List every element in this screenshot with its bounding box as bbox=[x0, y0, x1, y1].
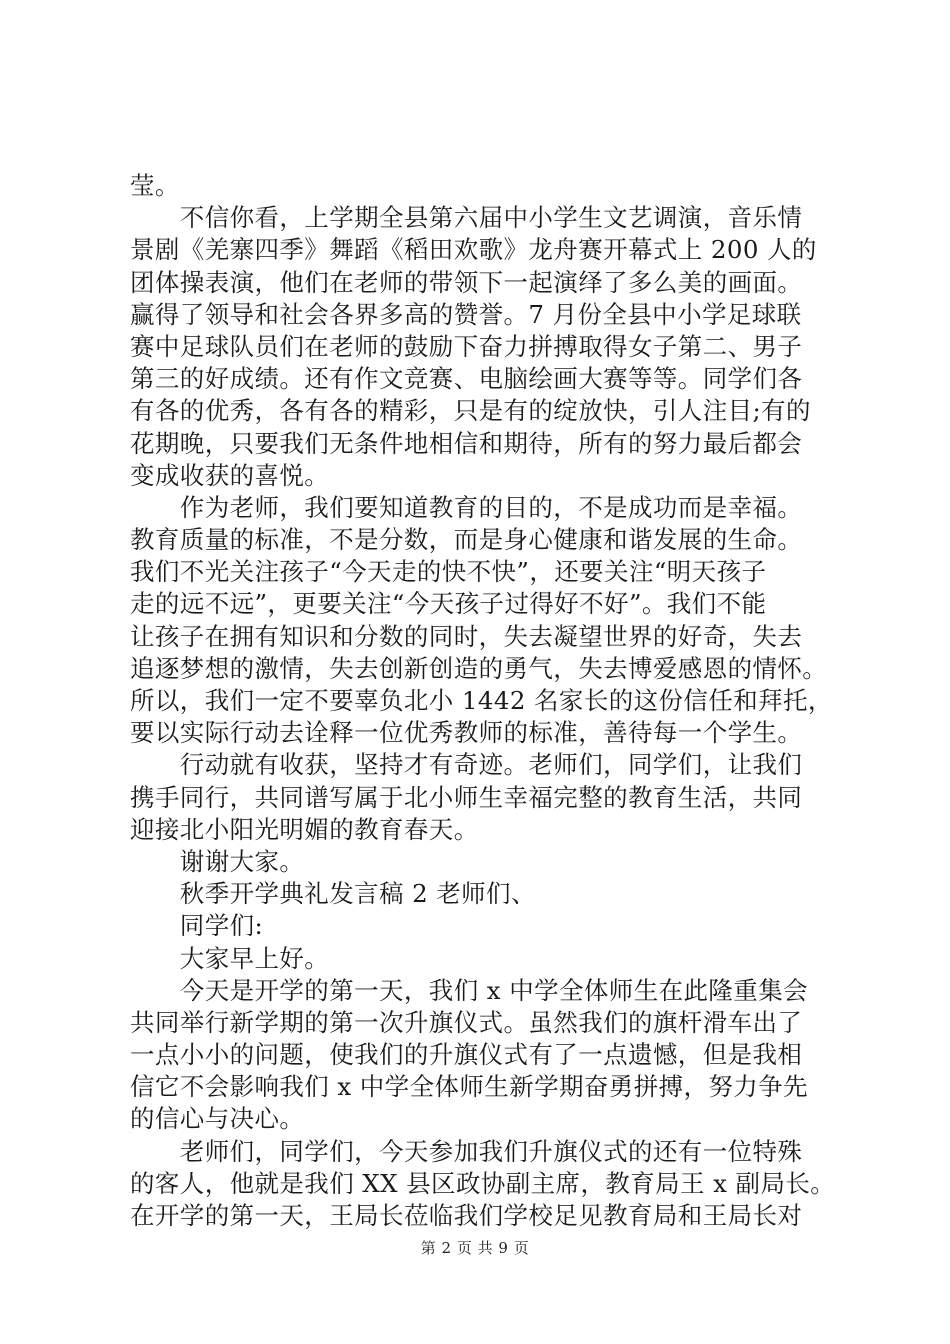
text-line: 我们不光关注孩子“今天走的快不快”，还要关注“明天孩子 bbox=[130, 557, 767, 587]
text-line: 携手同行，共同谱写属于北小师生幸福完整的教育生活，共同 bbox=[130, 782, 803, 812]
text-line: 共同举行新学期的第一次升旗仪式。虽然我们的旗杆滑车出了 bbox=[130, 1007, 803, 1037]
text-line: 行动就有收获，坚持才有奇迹。老师们，同学们，让我们 bbox=[130, 750, 803, 780]
text-line: 同学们: bbox=[130, 911, 264, 941]
text-line: 第三的好成绩。还有作文竞赛、电脑绘画大赛等等。同学们各 bbox=[130, 364, 803, 394]
text-line: 教育质量的标准，不是分数，而是身心健康和谐发展的生命。 bbox=[130, 525, 803, 555]
text-line: 变成收获的喜悦。 bbox=[130, 460, 330, 490]
text-line: 作为老师，我们要知道教育的目的，不是成功而是幸福。 bbox=[130, 492, 803, 522]
text-line: 莹。 bbox=[130, 171, 180, 200]
text-line: 老师们，同学们，今天参加我们升旗仪式的还有一位特殊 bbox=[130, 1136, 803, 1166]
page-number-footer: 第 2 页 共 9 页 bbox=[420, 1239, 530, 1257]
text-line: 团体操表演，他们在老师的带领下一起演绎了多么美的画面。 bbox=[130, 267, 803, 297]
text-line: 所以，我们一定不要辜负北小 1442 名家长的这份信任和拜托， bbox=[130, 686, 833, 715]
text-line: 秋季开学典礼发言稿 2 老师们、 bbox=[130, 879, 536, 909]
text-line: 大家早上好。 bbox=[130, 943, 330, 973]
text-line: 追逐梦想的激情，失去创新创造的勇气，失去博爱感恩的情怀。 bbox=[130, 653, 828, 683]
text-line: 今天是开学的第一天，我们 x 中学全体师生在此隆重集会 bbox=[130, 975, 808, 1005]
text-line: 在开学的第一天，王局长莅临我们学校足见教育局和王局长对 bbox=[130, 1201, 803, 1230]
text-line: 信它不会影响我们 x 中学全体师生新学期奋勇拼搏，努力争先 bbox=[130, 1072, 808, 1102]
text-line: 让孩子在拥有知识和分数的同时，失去凝望世界的好奇，失去 bbox=[130, 621, 803, 651]
text-line: 的客人，他就是我们 XX 县区政协副主席，教育局王 x 副局长。 bbox=[130, 1168, 836, 1198]
text-line: 有各的优秀，各有各的精彩，只是有的绽放快，引人注目;有的 bbox=[130, 396, 811, 426]
text-line: 景剧《羌寨四季》舞蹈《稻田欢歌》龙舟赛开幕式上 200 人的 bbox=[130, 235, 817, 265]
text-line: 走的远不远”，更要关注“今天孩子过得好不好”。我们不能 bbox=[130, 589, 767, 619]
text-line: 不信你看，上学期全县第六届中小学生文艺调演，音乐情 bbox=[130, 203, 803, 233]
text-line: 迎接北小阳光明媚的教育春天。 bbox=[130, 814, 479, 844]
text-line: 赢得了领导和社会各界多高的赞誉。7 月份全县中小学足球联 bbox=[130, 299, 802, 329]
text-line: 一点小小的问题，使我们的升旗仪式有了一点遗憾，但是我相 bbox=[130, 1040, 803, 1070]
text-line: 的信心与决心。 bbox=[130, 1104, 305, 1134]
document-body bbox=[130, 170, 840, 1232]
text-line: 花期晚，只要我们无条件地相信和期待，所有的努力最后都会 bbox=[130, 428, 803, 458]
text-line: 要以实际行动去诠释一位优秀教师的标准，善待每一个学生。 bbox=[130, 718, 803, 748]
text-line: 谢谢大家。 bbox=[130, 846, 305, 876]
text-line: 赛中足球队员们在老师的鼓励下奋力拼搏取得女子第二、男子 bbox=[130, 331, 803, 361]
